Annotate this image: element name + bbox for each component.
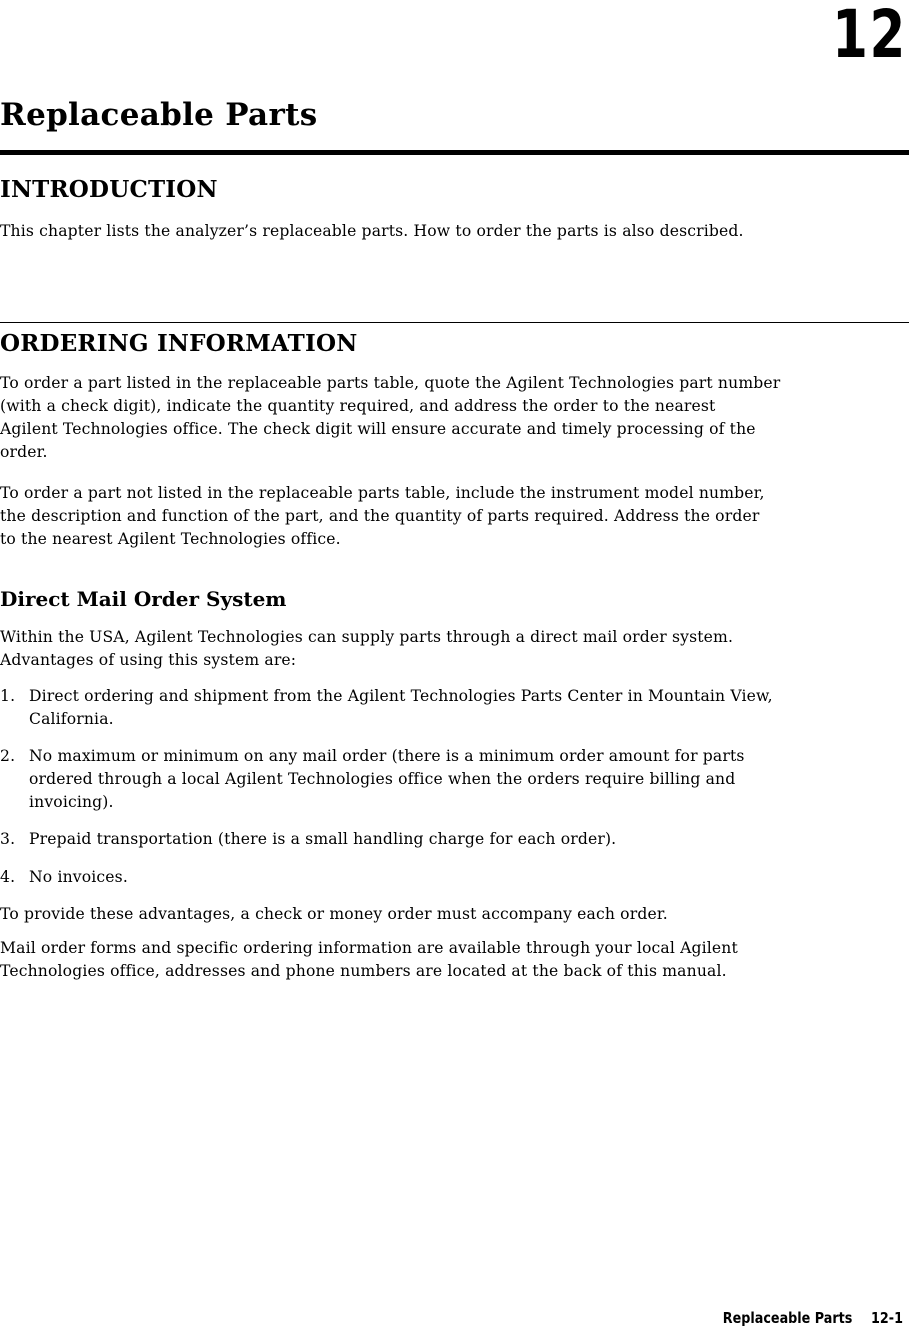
list-item-line: ordered through a local Agilent Technologies office when the orders require billing and	[29, 770, 736, 788]
list-item-line: No maximum or minimum on any mail order (there is a minimum order amount for parts	[29, 747, 745, 765]
paragraph-line: Agilent Technologies office. The check digit will ensure accurate and timely processing of the	[0, 420, 756, 438]
list-item-line: invoicing).	[29, 793, 114, 811]
paragraph-line: Advantages of using this system are:	[0, 651, 297, 669]
list-item-text	[29, 745, 745, 814]
chapter-title: Replaceable Parts	[0, 97, 318, 133]
list-item-text	[29, 685, 773, 731]
section-rule	[0, 322, 909, 323]
list-item-text	[29, 828, 616, 851]
paragraph-line: Technologies office, addresses and phone numbers are located at the back of this manual.	[0, 962, 727, 980]
title-rule	[0, 150, 909, 155]
direct-mail-heading: Direct Mail Order System	[0, 587, 287, 611]
list-item-line: Prepaid transportation (there is a small handling charge for each order).	[29, 830, 617, 848]
list-item-line: California.	[29, 710, 114, 728]
direct-mail-intro	[0, 626, 905, 672]
payment-paragraph	[0, 903, 905, 926]
list-item-number: 4.	[0, 868, 16, 886]
paragraph-line: (with a check digit), indicate the quantity required, and address the order to the nearest	[0, 397, 716, 415]
footer-section-title: Replaceable Parts	[722, 1309, 853, 1327]
page-footer	[723, 1309, 903, 1327]
paragraph-line: To provide these advantages, a check or money order must accompany each order.	[0, 905, 668, 923]
footer-page-number: 12-1	[871, 1309, 903, 1327]
mail-forms-paragraph	[0, 937, 905, 983]
ordering-paragraph-2	[0, 482, 905, 551]
paragraph-line: order.	[0, 443, 48, 461]
paragraph-line: Mail order forms and specific ordering information are available through your local Agilent	[0, 939, 738, 957]
list-item-text	[29, 866, 128, 889]
list-item-line: No invoices.	[29, 868, 128, 886]
list-item-number: 2.	[0, 747, 16, 765]
introduction-paragraph	[0, 220, 905, 243]
chapter-number: 12	[832, 0, 907, 73]
list-item-number: 3.	[0, 830, 16, 848]
paragraph-line: To order a part not listed in the replaceable parts table, include the instrument model number,	[0, 484, 765, 502]
list-item-line: Direct ordering and shipment from the Agilent Technologies Parts Center in Mountain View,	[29, 687, 773, 705]
paragraph-line: This chapter lists the analyzer’s replaceable parts. How to order the parts is also described.	[0, 222, 744, 240]
paragraph-line: the description and function of the part, and the quantity of parts required. Address the order	[0, 507, 760, 525]
paragraph-line: to the nearest Agilent Technologies office.	[0, 530, 341, 548]
paragraph-line: Within the USA, Agilent Technologies can supply parts through a direct mail order system.	[0, 628, 734, 646]
paragraph-line: To order a part listed in the replaceable parts table, quote the Agilent Technologies part number	[0, 374, 781, 392]
introduction-heading: INTRODUCTION	[0, 176, 218, 203]
ordering-paragraph-1	[0, 372, 905, 464]
ordering-heading: ORDERING INFORMATION	[0, 330, 358, 357]
list-item-number: 1.	[0, 687, 16, 705]
